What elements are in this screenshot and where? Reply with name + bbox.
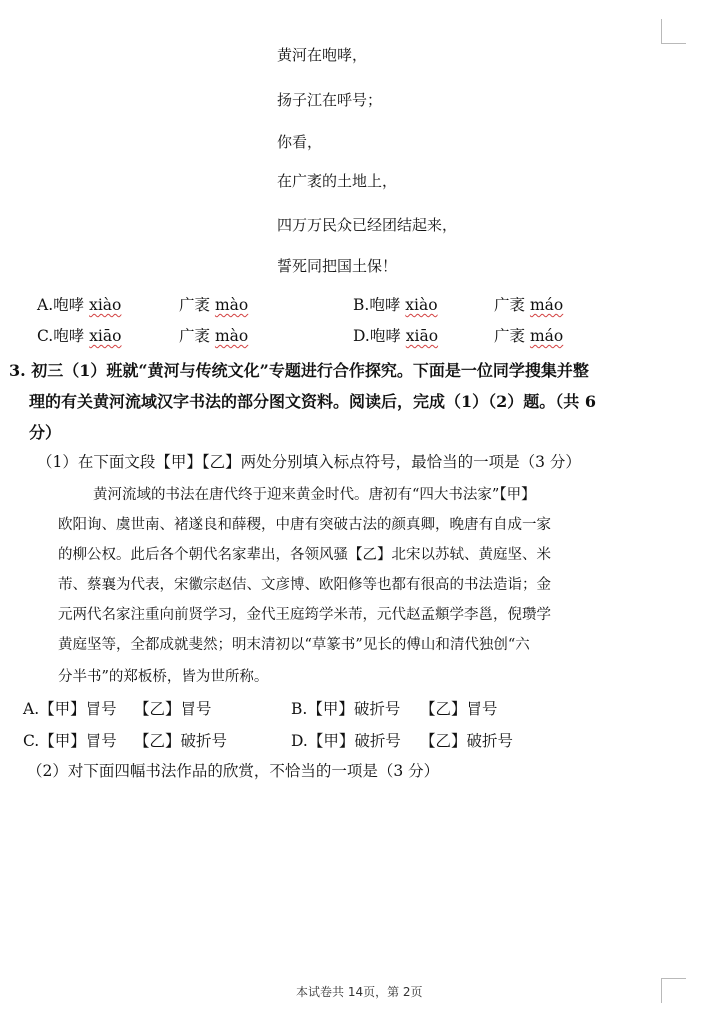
page-footer: 本试卷共 14页，第 2页 [296,985,423,999]
sub1-option-d [291,729,401,751]
passage-line: 的柳公权。此后各个朝代名家辈出，各领风骚【乙】北宋以苏轼、黄庭坚、米 [58,547,551,563]
poem-line: 黄河在咆哮， [277,46,368,64]
option-word: 广袤 [494,327,526,345]
passage-line: 黄河流域的书法在唐代终于迎来黄金时代。唐初有“四大书法家”【甲】 [93,487,536,503]
q2-option-d-second [494,324,563,346]
sub1-option-a [23,697,117,719]
poem-line: 在广袤的土地上， [277,172,398,190]
crop-mark-bottom-right [661,978,686,1003]
sub1-option-b-yi: 【乙】冒号 [420,700,498,718]
option-letter: A. [37,296,54,314]
sub1-option-a-yi: 【乙】冒号 [134,700,212,718]
option-word: 广袤 [494,296,526,314]
poem-line: 四万万民众已经团结起来， [277,216,458,234]
option-jia: 【甲】冒号 [39,732,117,750]
option-jia: 【甲】破折号 [307,700,401,718]
passage-line: 元两代名家注重向前贤学习，金代王庭筠学米芾，元代赵孟頫学李邕，倪瓒学 [58,607,551,623]
poem-line: 你看， [277,133,323,151]
q2-option-b-second [494,293,563,315]
q3-sub1-prompt: （1）在下面文段【甲】【乙】两处分别填入标点符号，最恰当的一项是（3 分） [37,453,581,471]
option-pinyin: xiào [405,296,438,314]
q2-option-a-second [179,293,248,315]
q2-option-c [37,324,121,346]
q2-option-a [37,293,121,315]
option-pinyin: xiāo [89,327,122,345]
passage-line: 黄庭坚等，全都成就斐然；明末清初以“草篆书”见长的傅山和清代独创“六 [58,637,530,653]
sub1-option-c-yi: 【乙】破折号 [134,732,228,750]
option-word: 咆哮 [369,327,401,345]
option-pinyin: máo [529,327,564,345]
option-letter: B. [291,700,308,718]
poem-line: 扬子江在呼号； [277,91,383,109]
crop-mark-top-right [661,19,686,44]
poem-line: 誓死同把国土保！ [277,257,398,275]
q3-stem-line: 3. 初三（1）班就“黄河与传统文化”专题进行合作探究。下面是一位同学搜集并整 [9,361,589,380]
option-pinyin: mào [214,327,249,345]
q2-option-c-second [179,324,248,346]
q3-sub2-prompt: （2）对下面四幅书法作品的欣赏，不恰当的一项是（3 分） [27,762,440,780]
option-jia: 【甲】冒号 [39,700,117,718]
option-letter: B. [353,296,370,314]
sub1-option-c [23,729,117,751]
option-word: 咆哮 [53,327,85,345]
passage-line: 欧阳询、虞世南、褚遂良和薛稷，中唐有突破古法的颜真卿，晚唐有自成一家 [58,517,551,533]
q3-stem-line: 分） [29,423,62,442]
option-word: 广袤 [179,327,211,345]
option-word: 咆哮 [369,296,401,314]
option-word: 广袤 [179,296,211,314]
q2-option-b [353,293,438,315]
option-letter: D. [353,327,370,345]
option-pinyin: máo [529,296,564,314]
sub1-option-d-yi: 【乙】破折号 [420,732,514,750]
option-letter: D. [291,732,308,750]
option-letter: C. [23,732,40,750]
option-pinyin: xiāo [405,327,439,345]
passage-line: 芾、蔡襄为代表，宋徽宗赵佶、文彦博、欧阳修等也都有很高的书法造诣；金 [58,577,551,593]
option-pinyin: mào [214,296,249,314]
option-letter: C. [37,327,54,345]
option-word: 咆哮 [53,296,85,314]
option-jia: 【甲】破折号 [307,732,401,750]
q3-stem-line: 理的有关黄河流域汉字书法的部分图文资料。阅读后，完成（1）（2）题。（共 6 [29,392,596,411]
sub1-option-b [291,697,400,719]
q2-option-d [353,324,438,346]
option-letter: A. [23,700,40,718]
option-pinyin: xiào [89,296,122,314]
passage-line: 分半书”的郑板桥，皆为世所称。 [58,669,269,685]
